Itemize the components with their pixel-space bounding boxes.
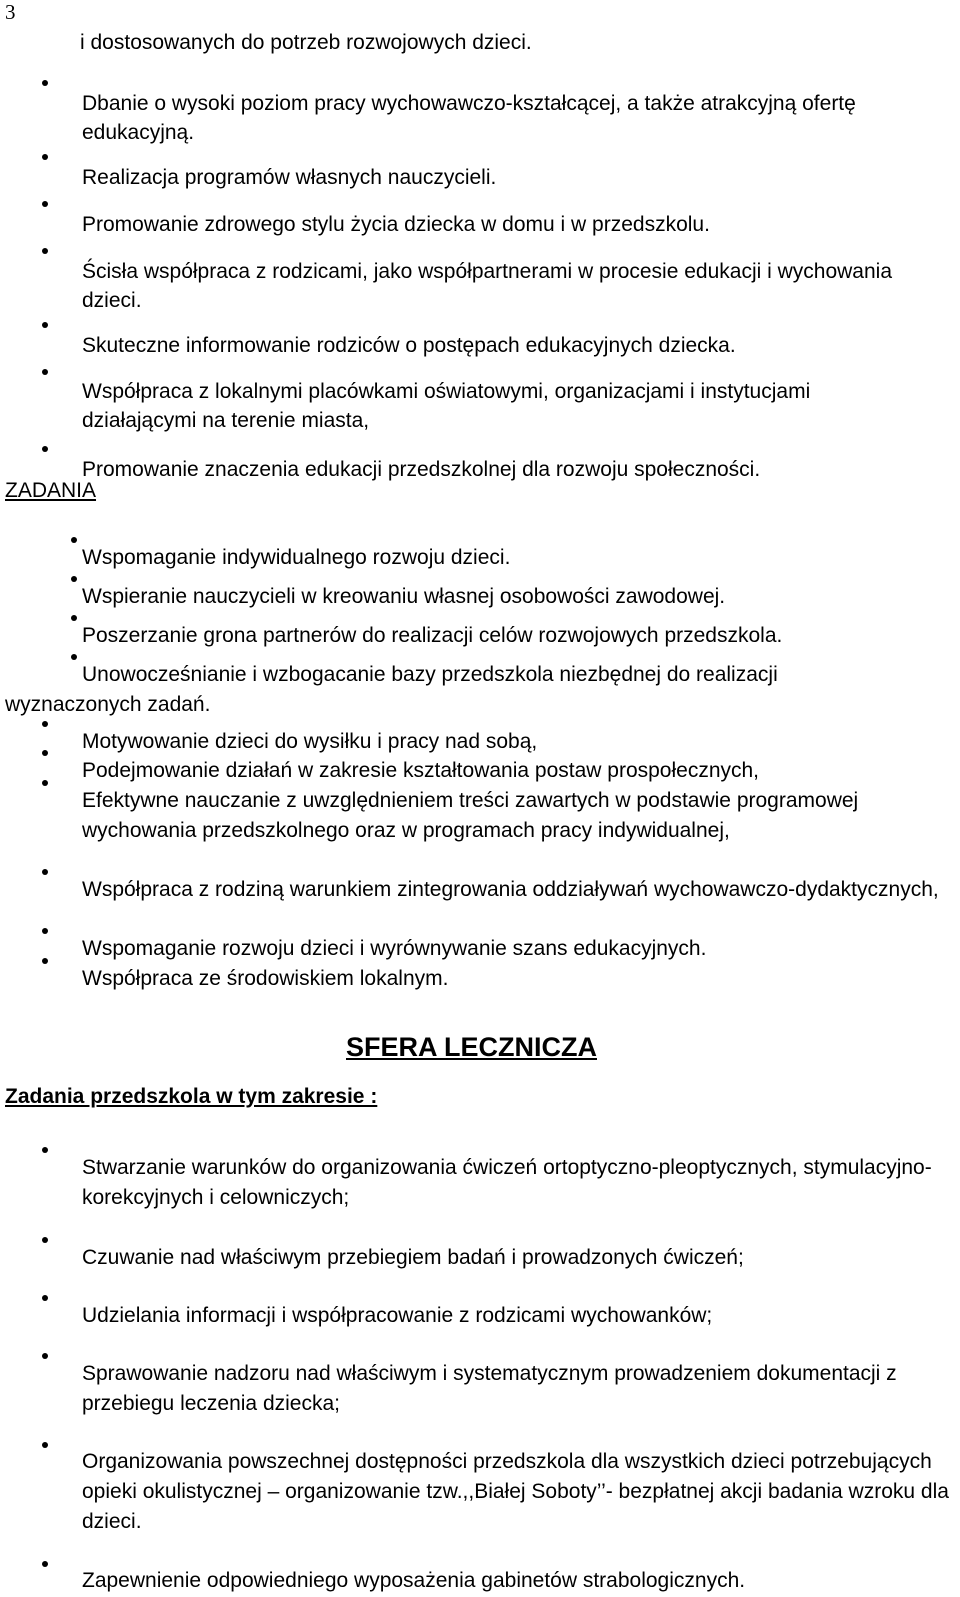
bullet-icon	[42, 1295, 48, 1301]
list-item: Realizacja programów własnych nauczycieli.	[82, 166, 497, 189]
bullet-icon	[42, 248, 48, 254]
bullet-icon	[42, 750, 48, 756]
bullet-icon	[42, 780, 48, 786]
bullet-icon	[42, 721, 48, 727]
section-subheading: Zadania przedszkola w tym zakresie :	[5, 1085, 378, 1108]
list-item: Organizowania powszechnej dostępności przedszkola dla wszystkich dzieci potrzebujących opieki okulistycznej – organizowanie tzw.,,Białej Soboty’’- bezpłatnej akcji badania wzroku dla dzieci.	[82, 1450, 949, 1533]
bullet-icon	[71, 537, 77, 543]
bullet-icon	[42, 322, 48, 328]
list-item: Wspomaganie rozwoju dzieci i wyrównywanie szans edukacyjnych.	[82, 937, 707, 960]
list-item: Sprawowanie nadzoru nad właściwym i systematycznym prowadzeniem dokumentacji z przebiegu leczenia dziecka;	[82, 1362, 897, 1415]
list-item: Stwarzanie warunków do organizowania ćwiczeń ortoptyczno-pleoptycznych, stymulacyjno- korekcyjnych i celowniczych;	[82, 1156, 932, 1209]
bullet-icon	[42, 201, 48, 207]
list-item: Ścisła współpraca z rodzicami, jako współpartnerami w procesie edukacji i wychowania dzieci.	[82, 260, 893, 312]
list-item: Udzielania informacji i współpracowanie z rodzicami wychowanków;	[82, 1304, 713, 1327]
section-heading-sfera: SFERA LECZNICZA	[346, 1032, 597, 1062]
list-item: Wspieranie nauczycieli w kreowaniu własnej osobowości zawodowej.	[82, 585, 726, 608]
list-item: Promowanie znaczenia edukacji przedszkolnej dla rozwoju społeczności.	[82, 458, 761, 481]
bullet-icon	[42, 154, 48, 160]
list-item: Poszerzanie grona partnerów do realizacji celów rozwojowych przedszkola.	[82, 624, 783, 647]
bullet-icon	[42, 80, 48, 86]
bullet-icon	[71, 576, 77, 582]
list-item: Unowocześnianie i wzbogacanie bazy przedszkola niezbędnej do realizacji wyznaczonych zadań.	[5, 663, 778, 716]
list-item: Dbanie o wysoki poziom pracy wychowawczo-kształcącej, a także atrakcyjną ofertę edukacyjną.	[82, 92, 856, 144]
list-item: Współpraca ze środowiskiem lokalnym.	[82, 967, 449, 990]
bullet-icon	[42, 1442, 48, 1448]
list-item: Zapewnienie odpowiedniego wyposażenia gabinetów strabologicznych.	[82, 1569, 746, 1592]
bullet-icon	[42, 369, 48, 375]
bullet-icon	[42, 958, 48, 964]
section-heading-zadania: ZADANIA	[5, 479, 97, 502]
page-number: 3	[5, 0, 16, 24]
bullet-icon	[42, 1237, 48, 1243]
bullet-icon	[42, 446, 48, 452]
bullet-icon	[42, 928, 48, 934]
list-item: Współpraca z lokalnymi placówkami oświatowymi, organizacjami i instytucjami działającymi na terenie miasta,	[82, 380, 811, 432]
list-item: Czuwanie nad właściwym przebiegiem badań i prowadzonych ćwiczeń;	[82, 1246, 744, 1269]
bullet-icon	[42, 1353, 48, 1359]
list-item: Skuteczne informowanie rodziców o postępach edukacyjnych dziecka.	[82, 334, 736, 357]
list-item: Współpraca z rodziną warunkiem zintegrowania oddziaływań wychowawczo-dydaktycznych,	[82, 878, 939, 901]
bullet-icon	[71, 615, 77, 621]
bullet-icon	[42, 869, 48, 875]
list-item: Wspomaganie indywidualnego rozwoju dzieci.	[82, 546, 511, 569]
list-item: Efektywne nauczanie z uwzględnieniem treści zawartych w podstawie programowej wychowania przedszkolnego oraz w programach pracy indywidualnej,	[82, 789, 859, 842]
list-item: Podejmowanie działań w zakresie kształtowania postaw prospołecznych,	[82, 759, 760, 782]
bullet-icon	[42, 1561, 48, 1567]
list-item: Promowanie zdrowego stylu życia dziecka w domu i w przedszkolu.	[82, 213, 710, 236]
bullet-icon	[42, 1147, 48, 1153]
continuation-line: i dostosowanych do potrzeb rozwojowych dzieci.	[80, 31, 532, 54]
list-item: Motywowanie dzieci do wysiłku i pracy nad sobą,	[82, 730, 538, 753]
